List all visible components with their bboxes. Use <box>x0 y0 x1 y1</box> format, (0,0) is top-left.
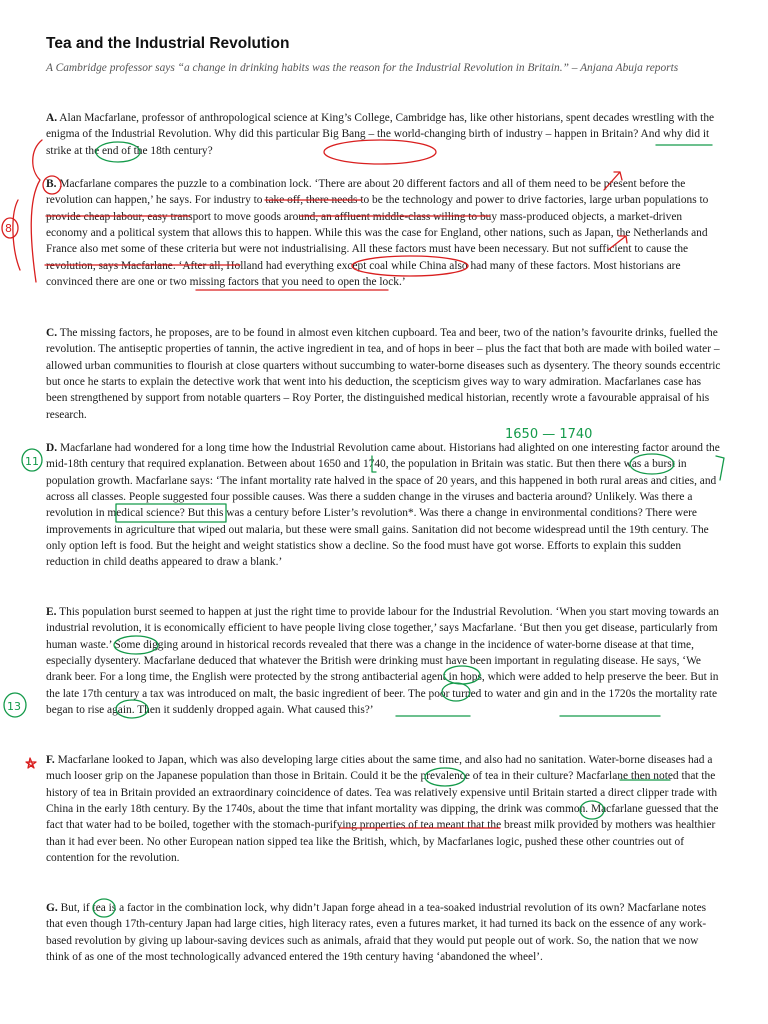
paragraph-text: Macfarlane compares the puzzle to a combination lock. ‘There are about 20 different factors and all of them need to be present before the revolution can happen,’ he says. For industry to take off, there needs to be the technology and power to drive factories, large urban populations to provide cheap labour, easy transport to move goods around, an affluent middle-class willing to buy mass-produced objects, a market-driven economy and a political system that allows this to happen. While this was the case for England, other nations, such as Japan, the Netherlands and France also met some of these criteria but were not industrialising. All these factors must have been necessary. But not sufficient to cause the revolution, says Macfarlane. ‘After all, Holland had everything except coal while China also had many of these factors. Most historians are convinced there are one or two missing factors that you need to open the lock.’ <box>46 178 709 289</box>
paragraph-b <box>46 176 722 290</box>
paragraph-letter: D. <box>46 442 58 454</box>
paragraph-d <box>46 440 722 571</box>
article-title: Tea and the Industrial Revolution <box>46 35 290 52</box>
margin-number-circle <box>2 218 18 238</box>
paragraph-a <box>46 110 722 159</box>
margin-note-13: 13 <box>7 700 21 713</box>
paragraph-letter: A. <box>46 112 58 124</box>
paragraph-text: The missing factors, he proposes, are to be found in almost even kitchen cupboard. Tea and beer, two of the nation’s favourite drinks, fuelled the revolution. The antiseptic properties of tannin, the active ingredient in tea, and of hops in beer – plus the fact that both are made with boiled water – allowed urban communities to flourish at close quarters without succumbing to water-borne diseases such as dysentery. The theory sounds eccentric but once he starts to explain the detective work that went into his deduction, the scepticism gives way to wary admiration. Macfarlanes case has been strengthened by support from notable quarters – Roy Porter, the distinguished medical historian, recently wrote a favourable appraisal of his research. <box>46 327 721 421</box>
margin-number-circle <box>4 693 26 717</box>
margin-note-11: 11 <box>25 455 39 468</box>
paragraph-letter: B. <box>46 178 57 190</box>
red-bracket-mark <box>13 200 20 270</box>
paragraph-e <box>46 604 722 718</box>
paragraph-text: Macfarlane had wondered for a long time how the Industrial Revolution came about. Historians had alighted on one interesting factor around the mid-18th century that required explanation. Between about 1650 and 1740, the population in Britain was static. But then there was a burst in population growth. Macfarlane says: ‘The infant mortality rate halved in the space of 20 years, and this happened in both rural areas and cities, and across all classes. People suggested four possible causes. Was there a sudden change in the viruses and bacteria around? Unlikely. Was there a revolution in medical science? But this was a century before Lister’s revolution*. Was there a change in environmental conditions? There were improvements in agriculture that wiped out malaria, but these were small gains. Sanitation did not become widespread until the 19th century. The only option left is food. But the height and weight statistics show a decline. So the food must have got worse. Efforts to explain this sudden reduction in child deaths appeared to draw a blank.’ <box>46 442 720 569</box>
paragraph-letter: F. <box>46 754 55 766</box>
paragraph-letter: G. <box>46 902 58 914</box>
above-line-note: 1650 — 1740 <box>505 427 593 442</box>
paragraph-letter: C. <box>46 327 58 339</box>
paragraph-g <box>46 900 722 965</box>
margin-number-circle <box>22 449 42 471</box>
paragraph-text: But, if tea is a factor in the combination lock, why didn’t Japan forge ahead in a tea-soaked industrial revolution of its own? Macfarlane notes that even though 17th-century Japan had large cities, high literacy rates, even a futures market, it had turned its back on the essence of any work-based revolution by giving up labour-saving devices such as animals, afraid that they would put people out of work. So, the nation that we now think of as one of the most technologically advanced entered the 19th century having ‘abandoned the wheel’. <box>46 902 707 964</box>
article-subtitle: A Cambridge professor says “a change in drinking habits was the reason for the Industrial Revolution in Britain.” – Anjana Abuja reports <box>46 62 679 74</box>
paragraph-f <box>46 752 722 866</box>
paragraph-letter: E. <box>46 606 57 618</box>
paragraph-text: Alan Macfarlane, professor of anthropological science at King’s College, Cambridge has, like other historians, spent decades wrestling with the enigma of the Industrial Revolution. Why did this particular Big Bang – the world-changing birth of industry – happen in Britain? And why did it strike at the end of the 18th century? <box>46 112 715 157</box>
paragraph-text: This population burst seemed to happen at just the right time to provide labour for the Industrial Revolution. ‘When you start moving towards an industrial revolution, it is economically efficient to have people living close together,’ says Macfarlane. ‘But then you get disease, particularly from human waste.’ Some digging around in historical records revealed that there was a change in the incidence of water-borne disease at that time, especially dysentery. Macfarlane deduced that whatever the British were drinking must have been important in regulating disease. He says, ‘We drank beer. For a long time, the English were protected by the strong antibacterial agent in hops, which were added to help preserve the beer. But in the late 17th century a tax was introduced on malt, the basic ingredient of beer. The poor turned to water and gin and in the 1720s the mortality rate began to rise again. Then it suddenly dropped again. What caused this?’ <box>46 606 720 717</box>
red-bracket-mark <box>31 140 42 282</box>
paragraph-text: Macfarlane looked to Japan, which was also developing large cities about the same time, and also had no sanitation. Water-borne diseases had a much looser grip on the Japanese population than those in Britain. Could it be the prevalence of tea in their culture? Macfarlane then noted that the history of tea in Britain provided an extraordinary coincidence of dates. Tea was relatively expensive until Britain started a direct clipper trade with China in the early 18th century. By the 1740s, about the time that infant mortality was dipping, the drink was common. Macfarlane guessed that the fact that water had to be boiled, together with the stomach-purifying properties of tea meant that the breast milk provided by mothers was healthier than it had ever been. No other European nation sipped tea like the British, which, by Macfarlanes logic, pushed these other countries out of contention for the revolution. <box>46 754 719 865</box>
margin-note-8: 8 <box>5 222 12 235</box>
paragraph-c <box>46 325 722 423</box>
red-star-mark <box>26 758 36 768</box>
